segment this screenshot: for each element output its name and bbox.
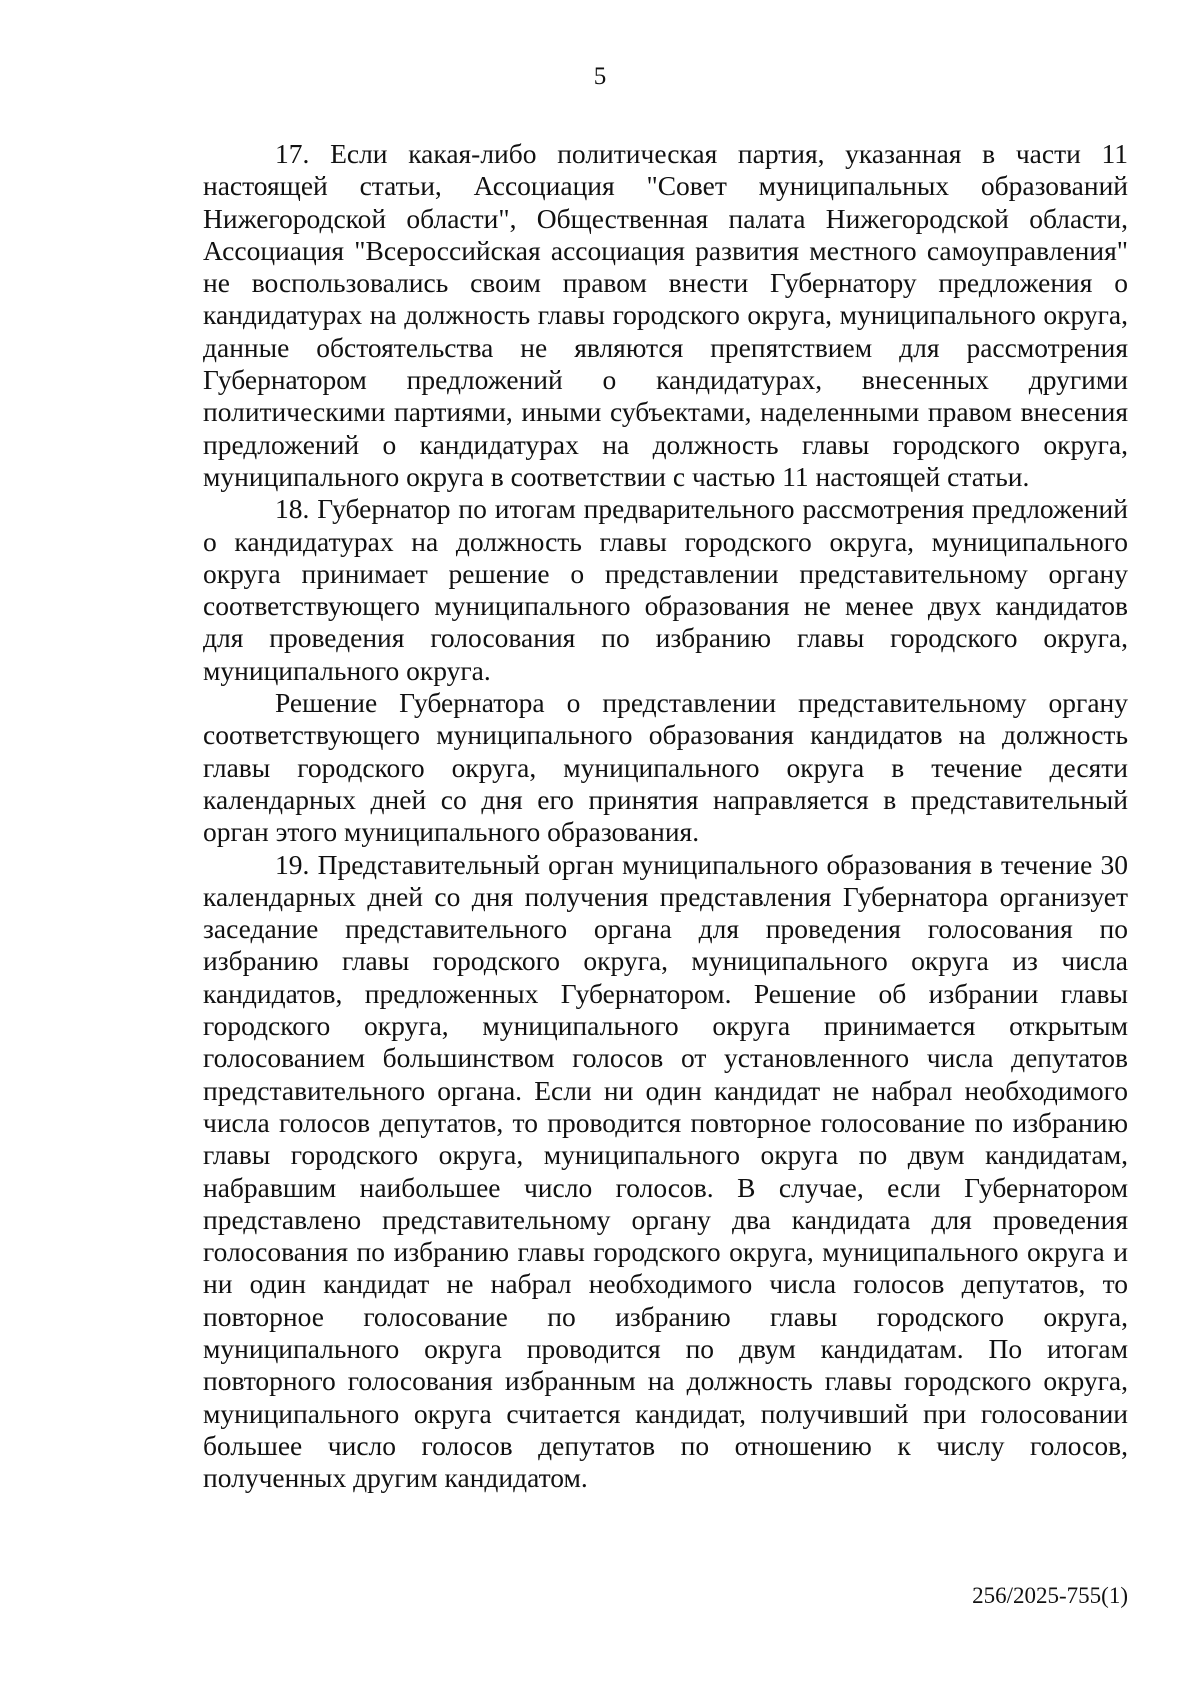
paragraph-19: 19. Представительный орган муниципального образования в течение 30 календарных дней со дня получения представления Губернатора организует заседание представительного органа для проведения голосования по избранию главы городского округа, муниципального округа из числа кандидатов, предложенных Губернатором. Решение об избрании главы городского округа, муниципального округа принимается открытым голосованием большинством голосов от установленного числа депутатов представительного органа. Если ни один кандидат не набрал необходимого числа голосов депутатов, то проводится повторное голосование по избранию главы городского округа, муниципального округа по двум кандидатам, набравшим наибольшее число голосов. В случае, если Губернатором представлено представительному органу два кандидата для проведения голосования по избранию главы городского округа, муниципального округа и ни один кандидат не набрал необходимого числа голосов депутатов, то повторное голосование по избранию главы городского округа, муниципального округа проводится по двум кандидатам. По итогам повторного голосования избранным на должность главы городского округа, муниципального округа считается кандидат, получивший при голосовании большее число голосов депутатов по отношению к числу голосов, полученных другим кандидатом.: [203, 848, 1128, 1494]
document-code: 256/2025-755(1): [972, 1583, 1128, 1608]
document-body: [203, 138, 1128, 1494]
paragraph-17: 17. Если какая-либо политическая партия, указанная в части 11 настоящей статьи, Ассоциация "Совет муниципальных образований Нижегородской области", Общественная палата Нижегородской области, Ассоциация "Всероссийская ассоциация развития местного самоуправления" не воспользовались своим правом внести Губернатору предложения о кандидатурах на должность главы городского округа, муниципального округа, данные обстоятельства не являются препятствием для рассмотрения Губернатором предложений о кандидатурах, внесенных другими политическими партиями, иными субъектами, наделенными правом внесения предложений о кандидатурах на должность главы городского округа, муниципального округа в соответствии с частью 11 настоящей статьи.: [203, 138, 1128, 492]
paragraph-18-decision: Решение Губернатора о представлении представительному органу соответствующего муниципального образования кандидатов на должность главы городского округа, муниципального округа в течение десяти календарных дней со дня его принятия направляется в представительный орган этого муниципального образования.: [203, 687, 1128, 848]
paragraph-18: 18. Губернатор по итогам предварительного рассмотрения предложений о кандидатурах на должность главы городского округа, муниципального округа принимает решение о представлении представительному органу соответствующего муниципального образования не менее двух кандидатов для проведения голосования по избранию главы городского округа, муниципального округа.: [203, 493, 1128, 686]
page-number: 5: [593, 63, 607, 90]
